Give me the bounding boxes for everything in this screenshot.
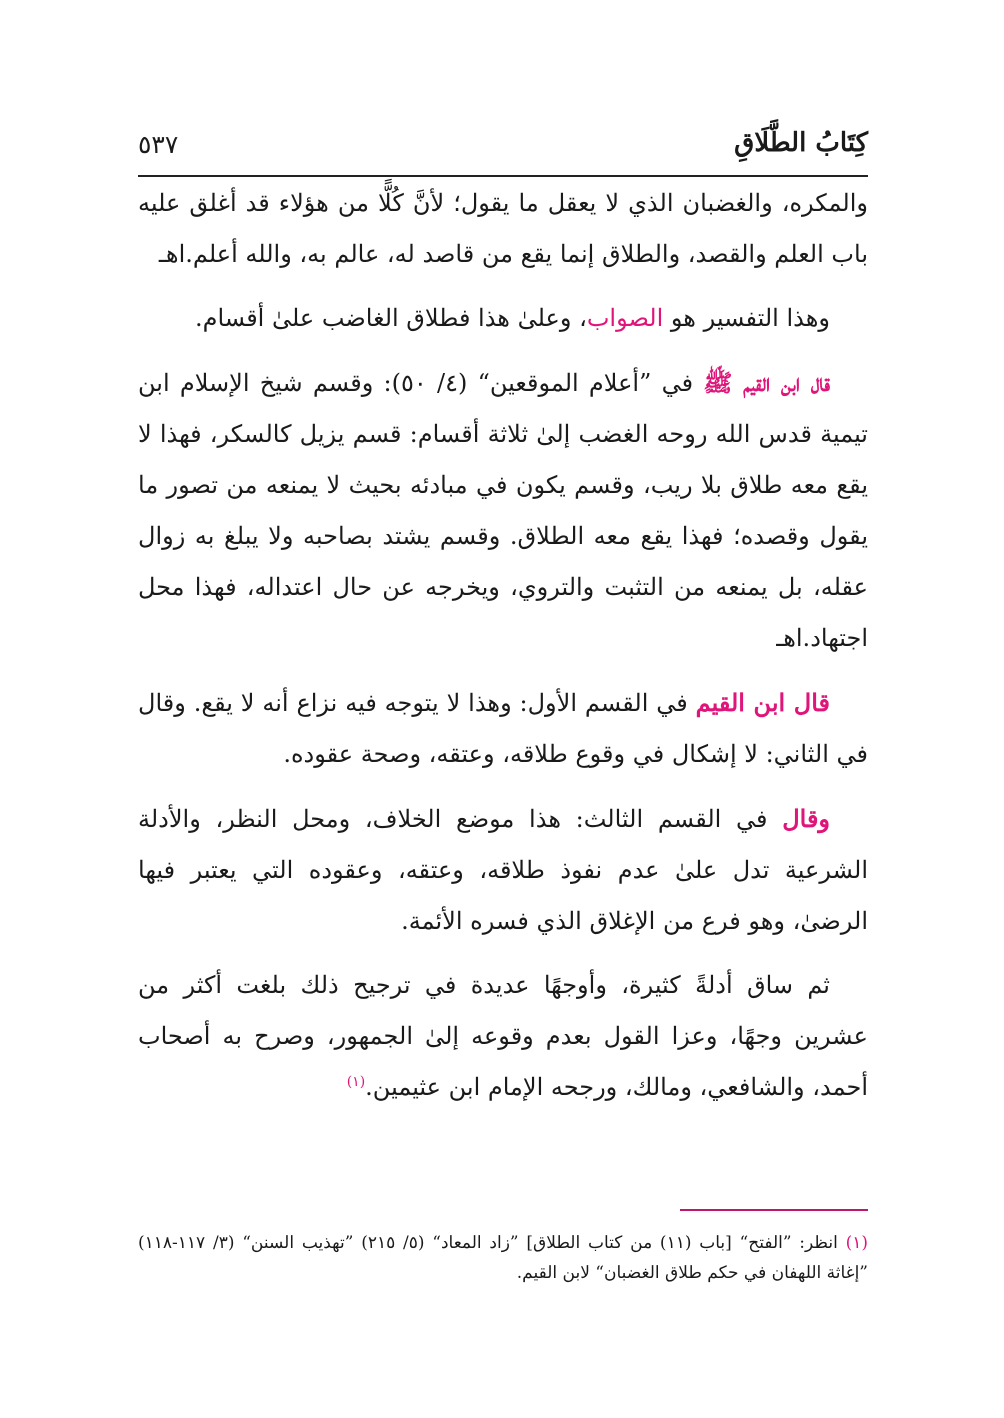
page-header <box>138 128 868 172</box>
main-text <box>138 178 868 1113</box>
paragraph-4 <box>138 677 868 780</box>
footnotes <box>138 1228 868 1288</box>
page-number: ٥٣٧ <box>138 130 179 159</box>
paragraph-2-text-a: وهذا التفسير هو <box>663 304 830 332</box>
footnote-reference[interactable]: (١) <box>346 1074 366 1090</box>
paragraph-3-text: في ”أعلام الموقعين“ (٤/ ٥٠): وقسم شيخ الإسلام ابن تيمية قدس الله روحه الغضب إلىٰ ثلاثة أقسام: قسم يزيل كالسكر، فهذا لا يقع معه طلاق بلا ريب، وقسم يكون في مبادئه بحيث لا يمنعه من تصور ما يقول وقصده؛ فهذا يقع معه الطلاق. وقسم يشتد بصاحبه ولا يبلغ به زوال عقله، بل يمنعه من التثبت والتروي، ويخرجه عن حال اعتداله، فهذا محل اجتهاد.اهـ <box>138 369 868 652</box>
footnote-divider <box>680 1209 868 1211</box>
paragraph-4-text: في القسم الأول: وهذا لا يتوجه فيه نزاع أنه لا يقع. وقال في الثاني: لا إشكال في وقوع طلاقه، وعتقه، وصحة عقوده. <box>138 689 868 768</box>
paragraph-1: والمكره، والغضبان الذي لا يعقل ما يقول؛ لأنَّ كُلًّا من هؤلاء قد أغلق عليه باب العلم والقصد، والطلاق إنما يقع من قاصد له، عالم به، والله أعلم.اهـ <box>138 189 868 268</box>
paragraph-5 <box>138 793 868 947</box>
footnote-mark: (١) <box>845 1233 868 1253</box>
chapter-title: كِتَابُ الطَّلَاقِ <box>734 128 868 158</box>
speaker-lead: قال ابن القيم ﷺ <box>703 368 831 397</box>
paragraph-3 <box>138 357 868 664</box>
header-divider <box>138 175 868 177</box>
highlighted-word: الصواب <box>586 304 664 332</box>
paragraph-6 <box>138 960 868 1113</box>
paragraph-5-text: في القسم الثالث: هذا موضع الخلاف، ومحل النظر، والأدلة الشرعية تدل علىٰ عدم نفوذ طلاقه، وعتقه، وعقوده التي يعتبر فيها الرضىٰ، وهو فرع من الإغلاق الذي فسره الأئمة. <box>138 805 868 935</box>
speaker-lead: قال ابن القيم <box>695 688 830 717</box>
paragraph-2 <box>138 293 868 344</box>
footnote-item <box>138 1228 868 1288</box>
speaker-lead: وقال <box>782 804 830 833</box>
footnote-text: انظر: ”الفتح“ [باب (١١) من كتاب الطلاق] ”زاد المعاد“ (٥/ ٢١٥) ”تهذيب السنن“ (٣/ ١١٧-١١٨) ”إغاثة اللهفان في حكم طلاق الغضبان“ لابن القيم. <box>138 1233 868 1283</box>
paragraph-6-text: ثم ساق أدلةً كثيرة، وأوجهًا عديدة في ترجيح ذلك بلغت أكثر من عشرين وجهًا، وعزا القول بعدم وقوعه إلىٰ الجمهور، وصرح به أصحاب أحمد، والشافعي، ومالك، ورجحه الإمام ابن عثيمين. <box>138 971 868 1101</box>
paragraph-2-text-b: ، وعلىٰ هذا فطلاق الغاضب علىٰ أقسام. <box>194 304 587 332</box>
